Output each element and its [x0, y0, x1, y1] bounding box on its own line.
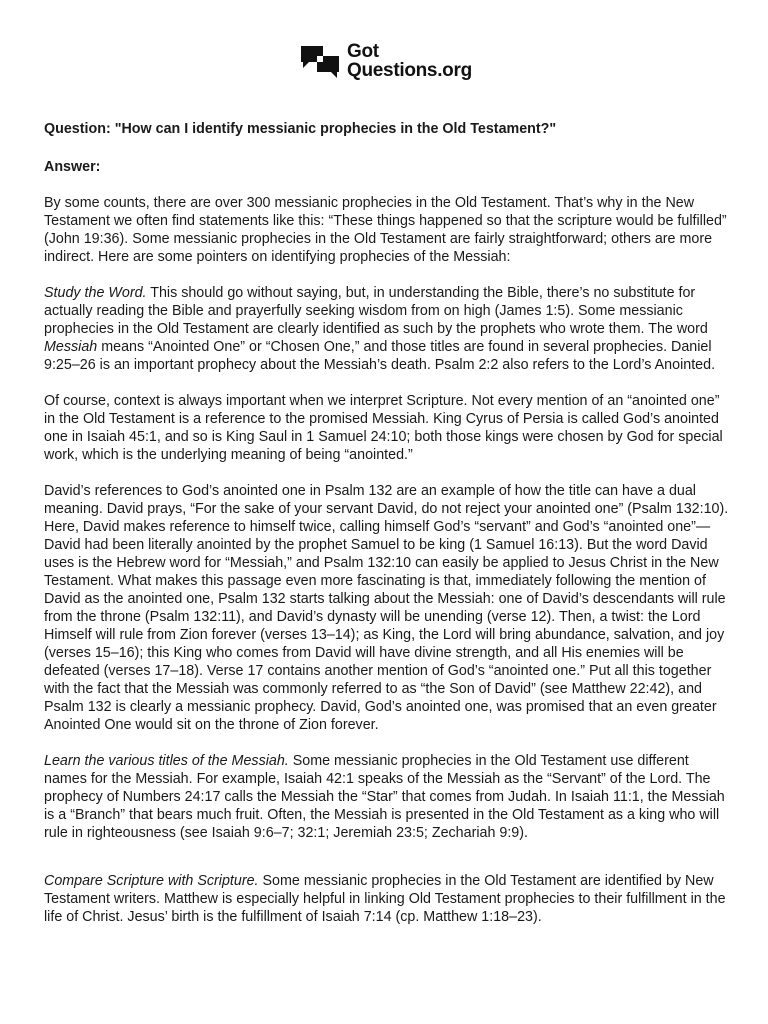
paragraph-lead-study: Study the Word. [44, 285, 147, 301]
paragraph-study-the-word [44, 284, 730, 374]
answer-label: Answer: [44, 159, 101, 175]
paragraph-lead-titles: Learn the various titles of the Messiah. [44, 753, 289, 769]
paragraph-compare [44, 872, 730, 926]
paragraph-text: Some messianic prophecies in the Old Testament are identified by New Testament writers. Matthew is especially helpful in linking Old Testament prophecies to their fulfillment in the life of Christ. Jesus’ birth is the fulfillment of Isaiah 7:14 (cp. Matthew 1:18–23). [44, 873, 726, 925]
article-body [44, 120, 730, 944]
paragraph-intro: By some counts, there are over 300 messianic prophecies in the Old Testament. That’s why in the New Testament we often find statements like this: “These things happened so that the scripture would be fulfilled” (John 19:36). Some messianic prophecies in the Old Testament are fairly straightforward; others are more indirect. Here are some pointers on identifying prophecies of the Messiah: [44, 195, 727, 265]
emphasized-word-messiah: Messiah [44, 339, 98, 355]
paragraph-titles [44, 752, 730, 842]
paragraph-text: means “Anointed One” or “Chosen One,” and those titles are found in several prophecies. Daniel 9:25–26 is an important prophecy about the Messiah’s death. Psalm 2:2 also refers to the Lord’s Anointed. [44, 339, 716, 373]
logo-wordmark [347, 42, 472, 80]
speech-bubbles-icon [299, 42, 341, 80]
logo-line-2: Questions.org [347, 60, 472, 81]
paragraph-context: Of course, context is always important when we interpret Scripture. Not every mention of an “anointed one” in the Old Testament is a reference to the promised Messiah. King Cyrus of Persia is called God’s anointed one in Isaiah 45:1, and so is King Saul in 1 Samuel 24:10; both those kings were chosen by God for special work, which is the underlying meaning of being “anointed.” [44, 393, 723, 463]
gotquestions-logo [299, 42, 472, 80]
paragraph-psalm-132: David’s references to God’s anointed one in Psalm 132 are an example of how the title can have a dual meaning. David prays, “For the sake of your servant David, do not reject your anointed one” (Psalm 132:10). Here, David makes reference to himself twice, calling himself God’s “servant” and God’s “anointed one”—David had been literally anointed by the prophet Samuel to be king (1 Samuel 16:13). But the word David uses is the Hebrew word for “Messiah,” and Psalm 132:10 can easily be applied to Jesus Christ in the New Testament. What makes this passage even more fascinating is that, immediately following the mention of David as the anointed one, Psalm 132 starts talking about the Messiah: one of David’s descendants will rule from the throne (Psalm 132:11), and David’s dynasty will be unending (verse 12). Then, a twist: the Lord Himself will rule from Zion forever (verses 13–14); as King, the Lord will bring abundance, salvation, and joy (verses 15–16); this King who comes from David will have divine strength, and all His enemies will be defeated (verses 17–18). Verse 17 contains another mention of God’s “anointed one.” Put all this together with the fact that the Messiah was commonly referred to as “the Son of David” (see Matthew 22:42), and Psalm 132 is clearly a messianic prophecy. David, God’s anointed one, was promised that an even greater Anointed One would sit on the throne of Zion forever. [44, 483, 729, 733]
question-heading: Question: "How can I identify messianic prophecies in the Old Testament?" [44, 121, 557, 137]
paragraph-text: Some messianic prophecies in the Old Testament use different names for the Messiah. For example, Isaiah 42:1 speaks of the Messiah as the “Servant” of the Lord. The prophecy of Numbers 24:17 calls the Messiah the “Star” that comes from Judah. In Isaiah 11:1, the Messiah is a “Branch” that bears much fruit. Often, the Messiah is presented in the Old Testament as a king who will rule in righteousness (see Isaiah 9:6–7; 32:1; Jeremiah 23:5; Zechariah 9:9). [44, 753, 725, 841]
logo-line-1: Got [347, 41, 379, 62]
paragraph-lead-compare: Compare Scripture with Scripture. [44, 873, 259, 889]
paragraph-text: This should go without saying, but, in understanding the Bible, there’s no substitute for actually reading the Bible and prayerfully seeking wisdom from on high (James 1:5). Some messianic prophecies in the Old Testament are clearly identified as such by the prophets who wrote them. The word [44, 285, 708, 337]
